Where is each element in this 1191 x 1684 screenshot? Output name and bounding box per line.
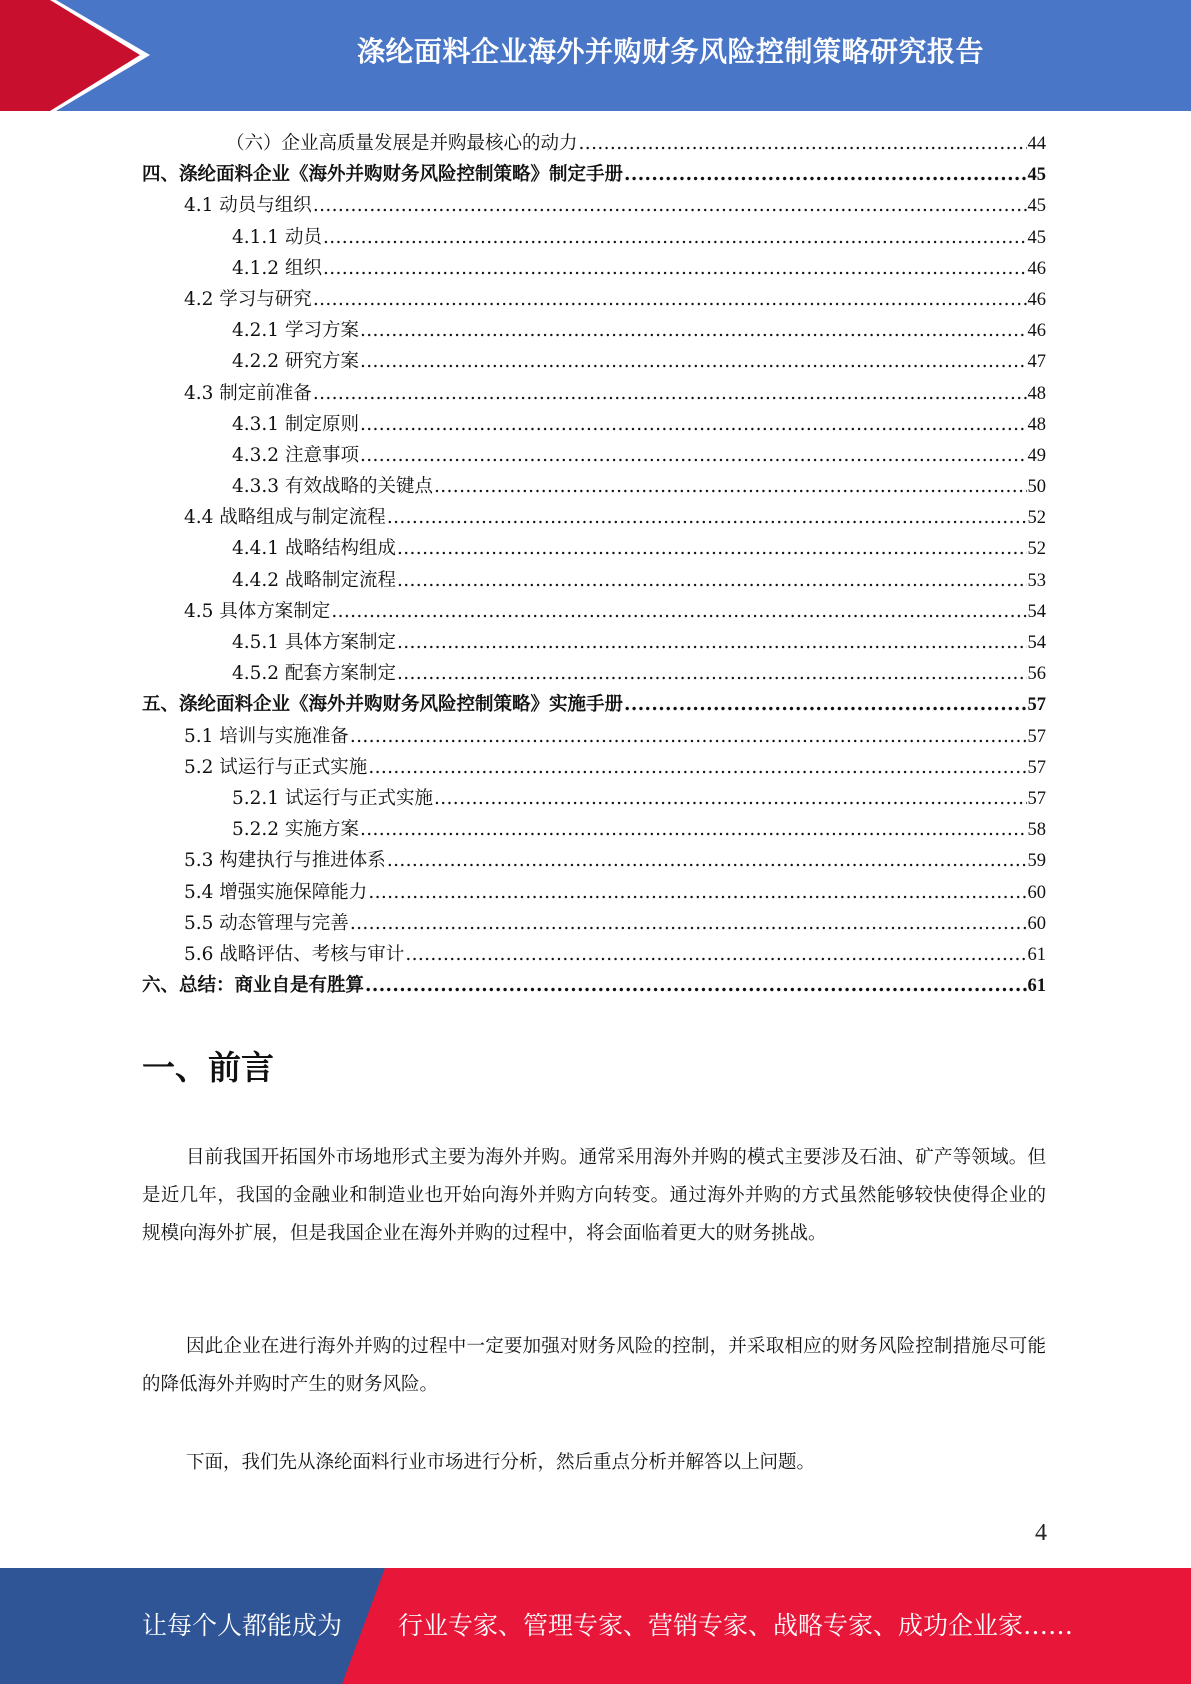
toc-leader-dots [313,378,1027,409]
toc-entry[interactable] [142,222,1046,253]
toc-entry-page: 54 [1027,633,1046,653]
toc-entry-page: 58 [1027,820,1046,841]
toc-entry-title: 4.1 动员与组织 [184,195,312,217]
toc-leader-dots [624,159,1026,190]
toc-entry-title: 4.4 战略组成与制定流程 [184,507,386,529]
toc-entry[interactable] [142,845,1046,876]
toc-entry-page: 44 [1027,134,1046,154]
toc-entry-page: 61 [1027,944,1046,965]
toc-leader-dots [313,284,1027,315]
toc-entry-title: 5.3 构建执行与推进体系 [184,850,386,872]
toc-entry[interactable] [142,970,1046,1001]
table-of-contents [142,128,1046,1001]
toc-entry[interactable] [142,877,1046,908]
toc-leader-dots [360,409,1027,440]
toc-entry-title: 5.2.1 试运行与正式实施 [232,787,433,809]
toc-leader-dots [323,253,1027,284]
toc-entry-title: 4.4.2 战略制定流程 [232,569,396,591]
toc-entry[interactable] [142,658,1046,689]
toc-entry-page: 48 [1027,383,1046,404]
toc-entry[interactable] [142,627,1046,658]
toc-entry-title: 5.1 培训与实施准备 [184,725,349,747]
toc-entry-title: （六）企业高质量发展是并购最核心的动力 [226,133,578,154]
toc-leader-dots [360,346,1027,377]
toc-entry[interactable] [142,689,1046,720]
toc-entry[interactable] [142,533,1046,564]
toc-entry[interactable] [142,409,1046,440]
toc-entry-page: 57 [1027,757,1046,778]
toc-entry-title: 5.2.2 实施方案 [232,819,359,841]
toc-entry-title: 4.3.3 有效战略的关键点 [232,476,433,498]
toc-entry-page: 60 [1027,913,1046,934]
toc-entry-page: 47 [1027,352,1046,373]
toc-leader-dots [405,939,1026,970]
toc-leader-dots [368,877,1026,908]
toc-entry-page: 56 [1027,664,1046,685]
toc-entry-title: 五、涤纶面料企业《海外并购财务风险控制策略》实施手册 [142,694,624,716]
toc-entry-title: 5.4 增强实施保障能力 [184,881,368,903]
toc-entry[interactable] [142,502,1046,533]
footer-lead: 让每个人都能成为 [142,1611,343,1640]
toc-entry-title: 4.1.1 动员 [232,226,322,248]
body-paragraph: 下面，我们先从涤纶面料行业市场进行分析，然后重点分析并解答以上问题。 [186,1452,816,1473]
toc-entry-title: 4.3.1 制定原则 [232,413,359,435]
toc-leader-dots [387,845,1027,876]
toc-leader-dots [397,627,1027,658]
toc-entry[interactable] [142,284,1046,315]
toc-entry-page: 61 [1027,976,1046,997]
toc-entry-page: 50 [1027,477,1046,498]
toc-leader-dots [331,596,1026,627]
toc-leader-dots [313,190,1027,221]
toc-leader-dots [323,222,1027,253]
toc-entry-title: 4.2.1 学习方案 [232,320,359,342]
page-number: 4 [1035,1520,1047,1546]
toc-entry-title: 5.2 试运行与正式实施 [184,756,368,778]
toc-entry[interactable] [142,346,1046,377]
toc-entry-title: 4.4.1 战略结构组成 [232,538,396,560]
report-title: 涤纶面料企业海外并购财务风险控制策略研究报告 [356,35,984,68]
toc-leader-dots [350,721,1027,752]
toc-entry-page: 54 [1027,601,1046,622]
toc-leader-dots [397,533,1027,564]
toc-entry[interactable] [142,440,1046,471]
toc-entry-title: 四、涤纶面料企业《海外并购财务风险控制策略》制定手册 [142,164,624,186]
toc-leader-dots [365,970,1026,1001]
toc-leader-dots [397,658,1027,689]
toc-entry-page: 45 [1027,165,1046,186]
toc-entry-title: 4.5.1 具体方案制定 [232,632,396,653]
toc-entry[interactable] [142,378,1046,409]
toc-leader-dots [434,783,1027,814]
toc-leader-dots [360,814,1027,845]
toc-entry-page: 48 [1027,414,1046,435]
section-heading: 一、前言 [142,1048,274,1087]
toc-entry-page: 60 [1027,882,1046,903]
toc-leader-dots [397,565,1027,596]
toc-entry-page: 53 [1027,570,1046,591]
toc-entry[interactable] [142,596,1046,627]
toc-entry-page: 46 [1027,289,1046,310]
toc-entry-title: 5.5 动态管理与完善 [184,912,349,934]
toc-entry-title: 4.5 具体方案制定 [184,600,331,622]
toc-entry[interactable] [142,159,1046,190]
toc-entry-title: 4.2 学习与研究 [184,288,312,310]
page-footer [0,1568,1191,1684]
toc-entry-title: 4.2.2 研究方案 [232,351,359,373]
toc-entry[interactable] [142,721,1046,752]
page-header [0,0,1191,111]
footer-slogan: 行业专家、管理专家、营销专家、战略专家、成功企业家…… [398,1611,1074,1640]
toc-entry-title: 4.3 制定前准备 [184,382,312,404]
toc-entry-page: 52 [1027,508,1046,529]
toc-leader-dots [579,128,1027,159]
toc-entry[interactable] [142,190,1046,221]
toc-entry-page: 45 [1027,227,1046,248]
toc-entry-page: 57 [1027,788,1046,809]
toc-entry-page: 52 [1027,539,1046,560]
chevron-icon [0,0,160,111]
toc-entry[interactable] [142,315,1046,346]
toc-entry[interactable] [142,814,1046,845]
toc-entry-page: 57 [1027,695,1046,716]
toc-leader-dots [624,689,1026,720]
toc-entry-title: 4.5.2 配套方案制定 [232,663,396,685]
toc-entry-title: 4.3.2 注意事项 [232,444,359,466]
toc-leader-dots [387,502,1027,533]
toc-entry-page: 46 [1027,258,1046,279]
body-paragraph: 因此企业在进行海外并购的过程中一定要加强对财务风险的控制，并采取相应的财务风险控制措施尽可能的降低海外并购时产生的财务风险。 [142,1336,1046,1395]
toc-entry-page: 46 [1027,321,1046,342]
toc-entry[interactable] [142,565,1046,596]
toc-entry[interactable] [142,783,1046,814]
toc-entry-page: 49 [1027,445,1046,466]
toc-leader-dots [368,752,1026,783]
toc-entry-page: 45 [1027,196,1046,217]
toc-entry[interactable] [142,939,1046,970]
toc-entry[interactable] [142,471,1046,502]
toc-leader-dots [350,908,1027,939]
toc-entry-title: 4.1.2 组织 [232,257,322,279]
toc-entry-title: 5.6 战略评估、考核与审计 [184,943,405,965]
toc-leader-dots [360,440,1027,471]
toc-entry[interactable] [142,253,1046,284]
toc-leader-dots [360,315,1027,346]
toc-leader-dots [434,471,1027,502]
toc-entry-page: 59 [1027,851,1046,872]
body-paragraph: 目前我国开拓国外市场地形式主要为海外并购。通常采用海外并购的模式主要涉及石油、矿产等领域。但是近几年，我国的金融业和制造业也开始向海外并购方向转变。通过海外并购的方式虽然能够较快使得企业的规模向海外扩展，但是我国企业在海外并购的过程中，将会面临着更大的财务挑战。 [142,1147,1046,1244]
toc-entry-page: 57 [1027,726,1046,747]
toc-entry[interactable] [142,752,1046,783]
toc-entry[interactable] [142,908,1046,939]
toc-entry-title: 六、总结：商业自是有胜算 [142,975,365,997]
toc-entry[interactable] [142,128,1046,159]
